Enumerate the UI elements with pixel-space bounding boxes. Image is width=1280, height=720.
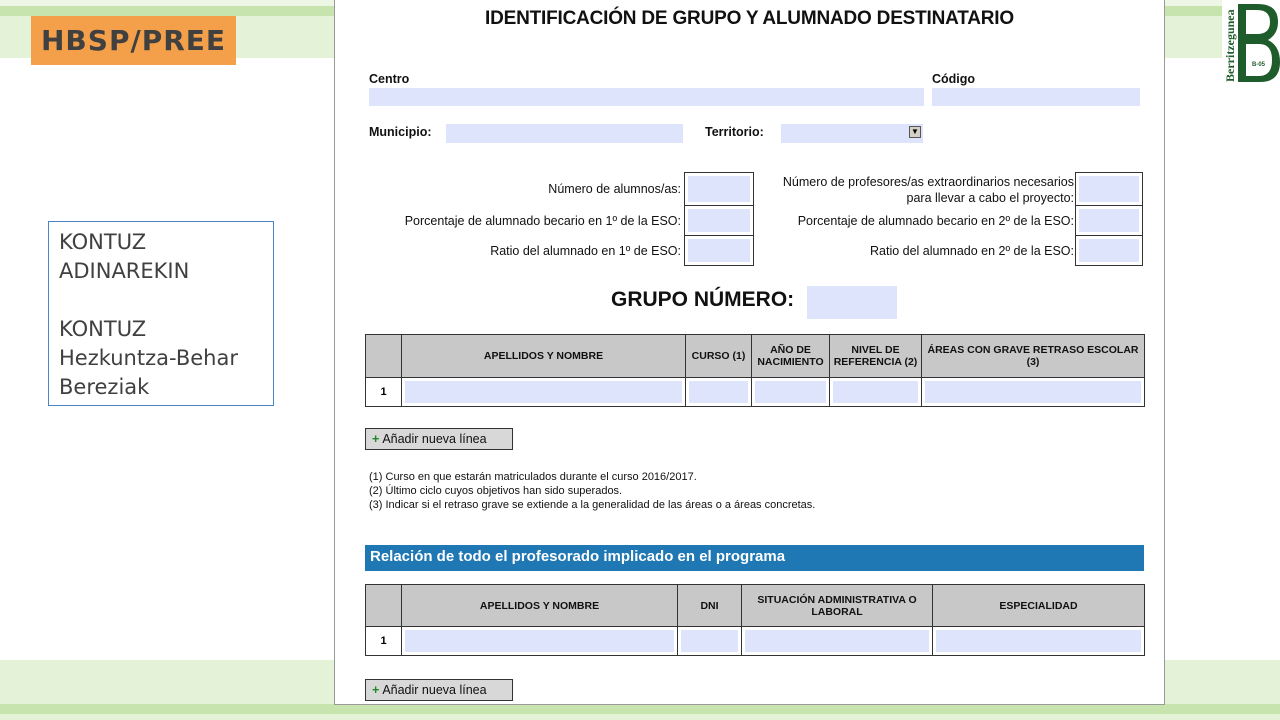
- table-header-row: [366, 335, 1145, 378]
- row-number: 1: [366, 627, 402, 656]
- num-alumnos-box: [684, 172, 754, 206]
- plus-icon: +: [372, 432, 380, 446]
- porc-2eso-input[interactable]: [1079, 209, 1139, 232]
- add-teacher-line-button[interactable]: [365, 679, 513, 701]
- students-table: [365, 334, 1145, 407]
- table-header-corner: [366, 585, 402, 627]
- add-line-button[interactable]: [365, 428, 513, 450]
- ratio-2eso-label: Ratio del alumnado en 2º de la ESO:: [870, 244, 1074, 258]
- curso-input[interactable]: [689, 381, 748, 403]
- column-header: DNI: [678, 585, 742, 627]
- situacion-input[interactable]: [745, 630, 929, 652]
- footnote: (2) Último ciclo cuyos objetivos han sido superados.: [369, 485, 623, 497]
- column-header: SITUACIÓN ADMINISTRATIVA O LABORAL: [742, 585, 933, 627]
- add-line-label: Añadir nueva línea: [382, 432, 487, 446]
- teachers-table: [365, 584, 1145, 656]
- centro-input[interactable]: [369, 88, 924, 106]
- num-prof-label-2: para llevar a cabo el proyecto:: [906, 191, 1074, 205]
- territorio-label: Territorio:: [705, 125, 764, 139]
- porc-2eso-box: [1075, 205, 1143, 236]
- ratio-1eso-label: Ratio del alumnado en 1º de ESO:: [490, 244, 681, 258]
- column-header: CURSO (1): [686, 335, 752, 378]
- grupo-numero-label: GRUPO NÚMERO:: [611, 288, 795, 311]
- table-cell: [402, 627, 678, 656]
- table-cell: [678, 627, 742, 656]
- ratio-2eso-box: [1075, 235, 1143, 266]
- grupo-numero-input[interactable]: [807, 286, 897, 319]
- logo-text: Berritzegunea: [1223, 9, 1237, 82]
- teachers-section-title: Relación de todo el profesorado implicado en el programa: [365, 545, 1144, 571]
- table-cell: [830, 378, 922, 407]
- ratio-1eso-input[interactable]: [688, 239, 750, 262]
- bottom-band-accent: [0, 704, 1280, 714]
- column-header: APELLIDOS Y NOMBRE: [402, 585, 678, 627]
- row-number: 1: [366, 378, 402, 407]
- column-header: APELLIDOS Y NOMBRE: [402, 335, 686, 378]
- municipio-input[interactable]: [446, 124, 683, 143]
- apellidos-input[interactable]: [405, 381, 682, 403]
- centro-label: Centro: [369, 72, 410, 86]
- codigo-input[interactable]: [932, 88, 1140, 106]
- porc-2eso-label: Porcentaje de alumnado becario en 2º de la ESO:: [797, 214, 1074, 228]
- notice-box: [48, 221, 274, 406]
- column-header: ÁREAS CON GRAVE RETRASO ESCOLAR (3): [922, 335, 1145, 378]
- nivel-input[interactable]: [833, 381, 918, 403]
- ratio-1eso-box: [684, 235, 754, 266]
- table-cell: [742, 627, 933, 656]
- hbsp-badge: HBSP/PREE: [31, 16, 236, 65]
- areas-input[interactable]: [925, 381, 1141, 403]
- municipio-label: Municipio:: [369, 125, 432, 139]
- plus-icon: +: [372, 683, 380, 697]
- table-cell: [752, 378, 830, 407]
- notice-line: Bereziak: [59, 375, 150, 399]
- num-prof-label: Número de profesores/as extraordinarios necesarios: [782, 175, 1074, 189]
- territorio-select[interactable]: [781, 124, 923, 143]
- prof-apellidos-input[interactable]: [405, 630, 674, 652]
- notice-line: ADINAREKIN: [59, 259, 190, 283]
- dni-input[interactable]: [681, 630, 738, 652]
- num-alumnos-label: Número de alumnos/as:: [548, 182, 681, 196]
- nacimiento-input[interactable]: [755, 381, 826, 403]
- form-document: [334, 0, 1165, 705]
- chevron-down-icon[interactable]: ▼: [909, 126, 921, 138]
- table-cell: [933, 627, 1145, 656]
- notice-line: KONTUZ: [59, 317, 147, 341]
- table-row: [366, 627, 1145, 656]
- table-row: [366, 378, 1145, 407]
- notice-line: KONTUZ: [59, 230, 147, 254]
- footnotes: [369, 470, 815, 512]
- porc-1eso-box: [684, 205, 754, 236]
- notice-line: Hezkuntza-Behar: [59, 346, 238, 370]
- num-prof-input[interactable]: [1079, 176, 1139, 202]
- table-cell: [402, 378, 686, 407]
- footnote: (1) Curso en que estarán matriculados durante el curso 2016/2017.: [369, 471, 697, 483]
- berritzegunea-logo: [1222, 0, 1280, 86]
- num-alumnos-input[interactable]: [688, 176, 750, 202]
- table-header-row: [366, 585, 1145, 627]
- column-header: NIVEL DE REFERENCIA (2): [830, 335, 922, 378]
- ratio-2eso-input[interactable]: [1079, 239, 1139, 262]
- especialidad-input[interactable]: [936, 630, 1141, 652]
- add-line-label: Añadir nueva línea: [382, 683, 487, 697]
- logo-code: B-05: [1252, 62, 1266, 68]
- num-prof-box: [1075, 172, 1143, 206]
- form-title: IDENTIFICACIÓN DE GRUPO Y ALUMNADO DESTINATARIO: [485, 8, 1014, 29]
- codigo-label: Código: [932, 72, 976, 86]
- footnote: (3) Indicar si el retraso grave se extiende a la generalidad de las áreas o a áreas concretas.: [369, 499, 816, 511]
- column-header: ESPECIALIDAD: [933, 585, 1145, 627]
- column-header: AÑO DE NACIMIENTO: [752, 335, 830, 378]
- table-cell: [922, 378, 1145, 407]
- porc-1eso-label: Porcentaje de alumnado becario en 1º de la ESO:: [404, 214, 681, 228]
- porc-1eso-input[interactable]: [688, 209, 750, 232]
- table-header-corner: [366, 335, 402, 378]
- table-cell: [686, 378, 752, 407]
